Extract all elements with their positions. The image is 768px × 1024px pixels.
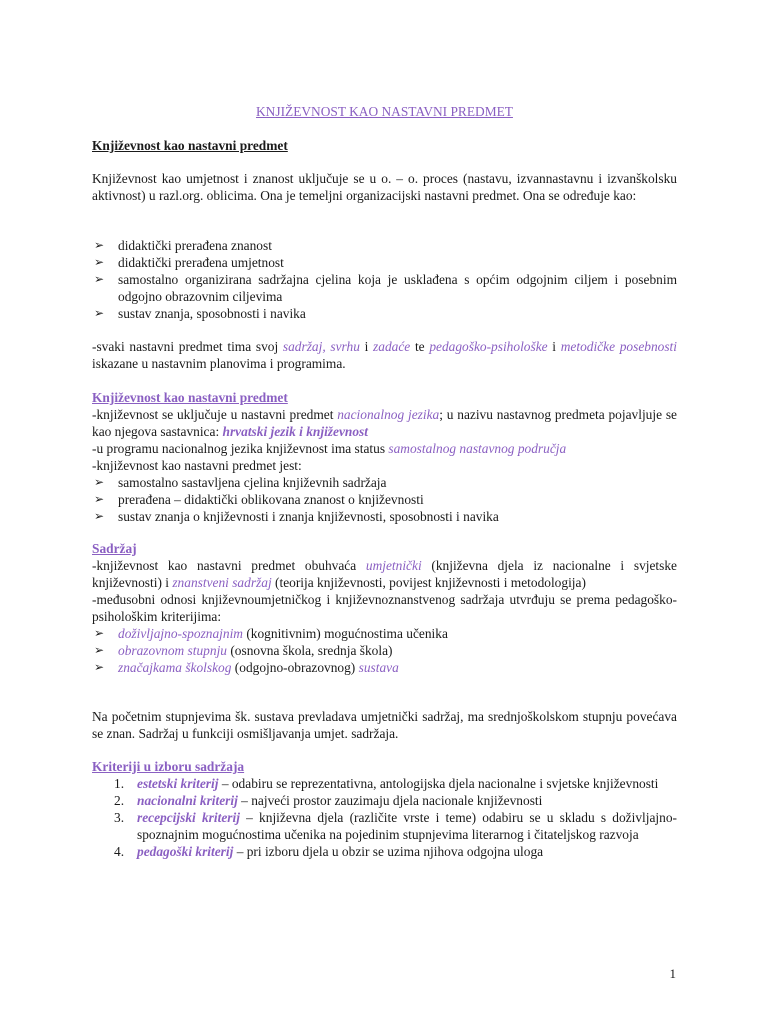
highlight-term: doživljajno-spoznajnim [118,626,243,641]
section-1 [92,137,677,154]
section-2 [92,389,677,525]
highlight-term: metodičke posebnosti [560,339,678,354]
list-item-text: samostalno sastavljena cjelina književnih sadržaja [118,475,387,490]
highlight-term: sustava [358,660,399,675]
list-item [92,237,677,254]
list-number: 4. [114,844,125,859]
text-run: -svaki nastavni predmet tima svoj [92,339,283,354]
list-number: 3. [114,810,125,825]
section-3-line-1 [92,557,677,591]
list-item-text: sustav znanja, sposobnosti i navika [118,306,306,321]
highlight-term: sadržaj, svrhu [282,339,360,354]
text-run: (kognitivnim) mogućnostima učenika [242,626,448,641]
list-item-text: didaktički prerađena umjetnost [118,255,284,270]
arrow-bullet-icon: ➢ [94,272,105,286]
section-3-heading: Sadržaj [92,541,137,556]
arrow-bullet-icon: ➢ [94,643,105,657]
section-1-heading: Književnost kao nastavni predmet [92,138,288,153]
arrow-bullet-icon: ➢ [94,306,105,320]
list-item [92,271,677,305]
section-1-intro: Književnost kao umjetnost i znanost uključuje se u o. – o. proces (nastavu, izvannastavnu i izvanškolsku aktivnost) u razl.org. oblicima. Ona je temeljni organizacijski nastavni predmet. Ona se određuje kao: [92,171,677,203]
arrow-bullet-icon: ➢ [94,255,105,269]
highlight-term: nacionalni kriterij [137,793,238,808]
list-item [92,305,677,322]
section-1-bullets [92,237,677,322]
highlight-term: obrazovnom stupnju [118,643,227,658]
text-run: i [359,339,374,354]
arrow-bullet-icon: ➢ [94,475,105,489]
list-item [92,792,677,809]
highlight-term: umjetnički [365,558,422,573]
text-run: – odabiru se reprezentativna, antologijska djela nacionalne i svjetske književnosti [218,776,659,791]
section-3-line-2: -međusobni odnosi književnoumjetničkog i književnoznanstvenog sadržaja utvrđuju se prema pedagoško-psihološkim kriterijima: [92,592,677,624]
list-item [92,508,677,525]
highlight-term: značajkama školskog [118,660,232,675]
highlight-term: samostalnog nastavnog područja [388,441,567,456]
section-2-line-1 [92,406,677,440]
arrow-bullet-icon: ➢ [94,660,105,674]
highlight-term: zadaće [373,339,411,354]
highlight-term: pedagoški kriterij [137,844,234,859]
document-title: KNJIŽEVNOST KAO NASTAVNI PREDMET [256,104,513,119]
text-run: te [410,339,430,354]
text-run: – pri izboru djela u obzir se uzima njihova odgojna uloga [233,844,544,859]
highlight-term: recepcijski kriterij [137,810,240,825]
highlight-term: pedagoško-psihološke [429,339,548,354]
list-item [92,254,677,271]
section-2-line-2 [92,440,677,457]
arrow-bullet-icon: ➢ [94,509,105,523]
section-2-heading: Književnost kao nastavni predmet [92,390,288,405]
section-4-heading: Kriteriji u izboru sadržaja [92,759,245,774]
text-run: ; u nazivu nastavnog predmeta pojavljuje se kao njegova sastavnica: [92,407,677,439]
list-number: 2. [114,793,125,808]
section-4 [92,758,677,860]
section-3 [92,540,677,676]
list-item [92,474,677,491]
text-run: -u programu nacionalnog jezika književnost ima status [92,441,389,456]
highlight-term: nacionalnog jezika [337,407,440,422]
text-run: -književnost kao nastavni predmet obuhvaća [92,558,366,573]
list-item [92,659,677,676]
text-run: – književna djela (različite vrste i teme) odabiru se u skladu s doživljajno-spoznajnim mogućnostima učenika na pojedinim stupnjevima literarnog i čitateljskog razvoja [137,810,677,842]
highlight-term: estetski kriterij [137,776,219,791]
highlight-term: hrvatski jezik i književnost [222,424,368,439]
text-run: (osnovna škola, srednja škola) [227,643,393,658]
text-run: iskazane u nastavnim planovima i programima. [92,356,346,371]
page-number: 1 [669,966,676,981]
list-item [92,809,677,843]
list-item-text: samostalno organizirana sadržajna cjelina koja je usklađena s općim odgojnim ciljem i posebnim odgojno obrazovnim ciljevima [118,272,677,304]
text-run: -književnost se uključuje u nastavni predmet [92,407,338,422]
arrow-bullet-icon: ➢ [94,626,105,640]
list-item [92,625,677,642]
arrow-bullet-icon: ➢ [94,492,105,506]
arrow-bullet-icon: ➢ [94,238,105,252]
list-item-text: didaktički prerađena znanost [118,238,272,253]
section-3-paragraph: Na početnim stupnjevima šk. sustava prevladava umjetnički sadržaj, ma srednjoškolskom stupnju povećava se znan. Sadržaj u funkciji osmišljavanja umjet. sadržaja. [92,709,677,741]
list-item [92,775,677,792]
list-item-text: sustav znanja o književnosti i znanja književnosti, sposobnosti i navika [118,509,499,524]
text-run: (književna djela iz nacionalne i svjetske književnosti) i [92,558,677,590]
list-item [92,843,677,860]
text-run: i [547,339,561,354]
text-run: (teorija književnosti, povijest književnosti i metodologija) [271,575,586,590]
highlight-term: znanstveni sadržaj [172,575,272,590]
section-2-line-3: -književnost kao nastavni predmet jest: [92,458,302,473]
list-number: 1. [114,776,125,791]
section-1-paragraph [92,338,677,372]
list-item [92,642,677,659]
list-item [92,491,677,508]
text-run: – najveći prostor zauzimaju djela nacionale književnosti [237,793,543,808]
text-run: (odgojno-obrazovnog) [231,660,359,675]
list-item-text: prerađena – didaktički oblikovana znanost o književnosti [118,492,424,507]
